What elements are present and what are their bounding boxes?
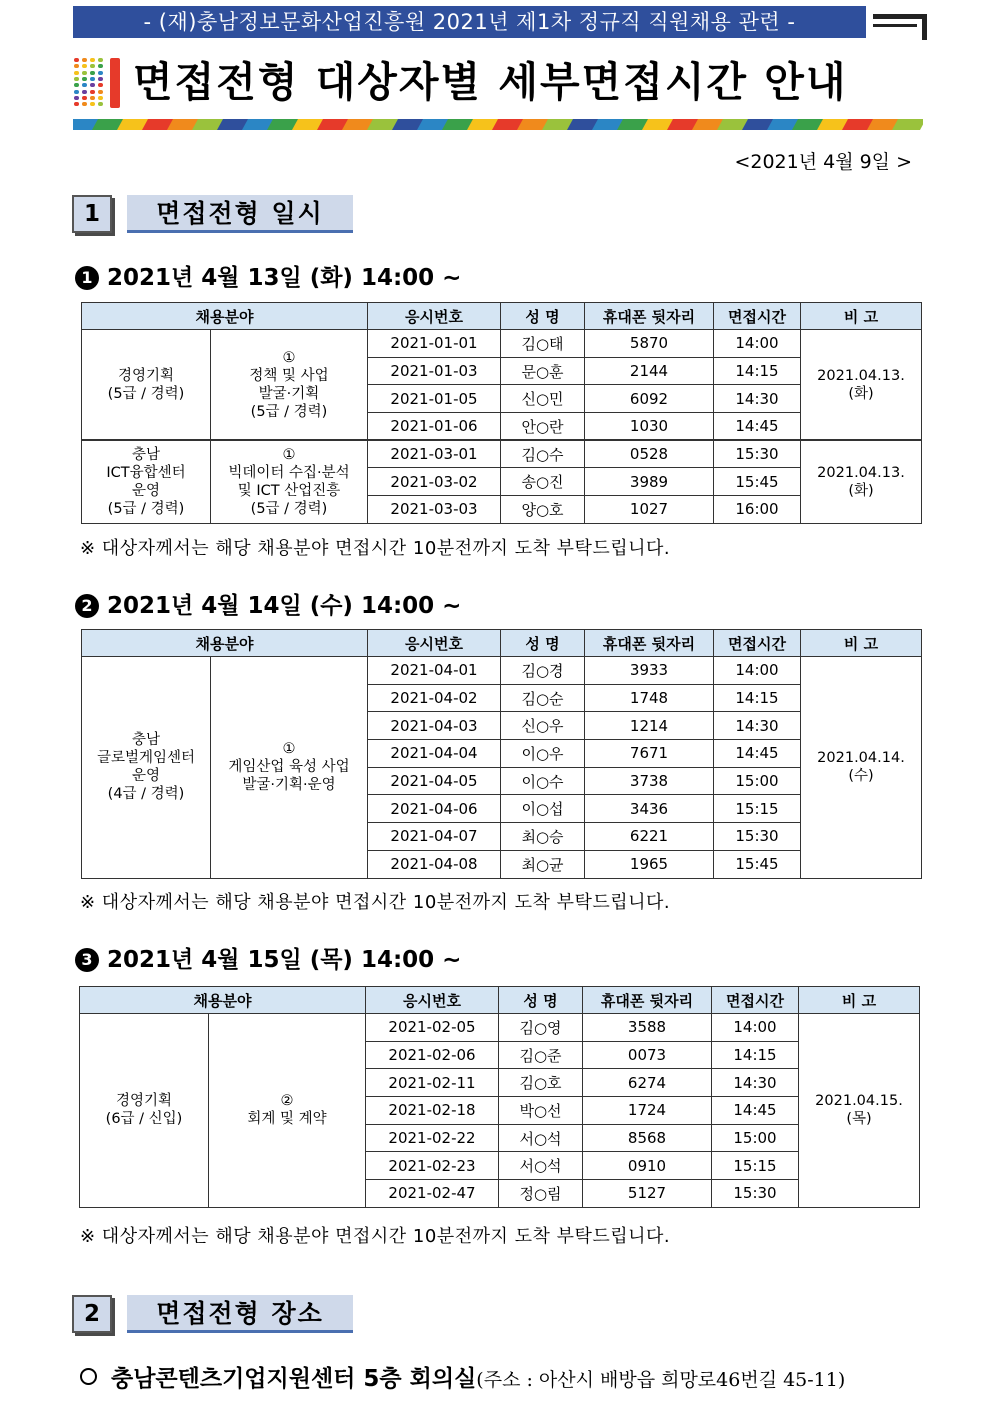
phone-cell: 7671	[585, 740, 714, 768]
field-cell: ② 회계 및 계약	[209, 1014, 366, 1208]
location-name: 충남콘텐츠기업지원센터 5층 회의실	[111, 1366, 477, 1392]
time-cell: 14:45	[712, 1097, 799, 1125]
name-cell: 양○호	[501, 496, 585, 524]
section-number: 1	[72, 195, 112, 233]
applicant-id-cell: 2021-01-06	[368, 413, 501, 441]
applicant-id-cell: 2021-01-01	[368, 330, 501, 358]
column-header: 휴대폰 뒷자리	[585, 303, 714, 330]
time-cell: 15:30	[714, 823, 801, 851]
time-cell: 14:00	[712, 1014, 799, 1042]
name-cell: 최○승	[501, 823, 585, 851]
applicant-id-cell: 2021-02-05	[366, 1014, 499, 1042]
column-header: 면접시간	[714, 303, 801, 330]
column-header: 비 고	[801, 630, 922, 657]
arrival-note: ※ 대상자께서는 해당 채용분야 면접시간 10분전까지 도착 부탁드립니다.	[80, 892, 671, 913]
column-header: 비 고	[799, 987, 920, 1014]
name-cell: 안○란	[501, 413, 585, 441]
column-header: 휴대폰 뒷자리	[583, 987, 712, 1014]
applicant-id-cell: 2021-02-18	[366, 1097, 499, 1125]
name-cell: 김○경	[501, 657, 585, 685]
time-cell: 16:00	[714, 496, 801, 524]
phone-cell: 1027	[585, 496, 714, 524]
header-banner: - (재)충남정보문화산업진흥원 2021년 제1차 정규직 직원채용 관련 -	[73, 6, 866, 38]
phone-cell: 5127	[583, 1180, 712, 1208]
location-address: (주소 : 아산시 배방읍 희망로46번길 45-11)	[476, 1369, 846, 1391]
time-cell: 14:45	[714, 413, 801, 441]
phone-cell: 0073	[583, 1041, 712, 1069]
applicant-id-cell: 2021-02-06	[366, 1041, 499, 1069]
dept-cell: 충남 글로벌게임센터 운영 (4급 / 경력)	[82, 657, 211, 879]
day-heading-text: 2021년 4월 13일 (화) 14:00 ~	[107, 265, 462, 291]
name-cell: 신○우	[501, 712, 585, 740]
column-header: 면접시간	[714, 630, 801, 657]
arrival-note: ※ 대상자께서는 해당 채용분야 면접시간 10분전까지 도착 부탁드립니다.	[80, 1226, 671, 1247]
name-cell: 문○훈	[501, 357, 585, 385]
remark-cell: 2021.04.13. (화)	[801, 330, 922, 441]
applicant-id-cell: 2021-04-05	[368, 767, 501, 795]
schedule-table-day-1	[81, 302, 922, 524]
name-cell: 박○선	[499, 1097, 583, 1125]
applicant-id-cell: 2021-02-23	[366, 1152, 499, 1180]
time-cell: 15:30	[714, 440, 801, 468]
name-cell: 김○영	[499, 1014, 583, 1042]
name-cell: 정○림	[499, 1180, 583, 1208]
time-cell: 14:45	[714, 740, 801, 768]
time-cell: 15:45	[714, 850, 801, 878]
applicant-id-cell: 2021-04-07	[368, 823, 501, 851]
time-cell: 14:30	[714, 712, 801, 740]
column-header: 채용분야	[82, 630, 368, 657]
column-header: 휴대폰 뒷자리	[585, 630, 714, 657]
time-cell: 14:30	[714, 385, 801, 413]
time-cell: 14:15	[714, 357, 801, 385]
applicant-id-cell: 2021-03-01	[368, 440, 501, 468]
table-row	[82, 440, 922, 468]
section-number: 2	[72, 1295, 112, 1333]
name-cell: 김○호	[499, 1069, 583, 1097]
phone-cell: 6274	[583, 1069, 712, 1097]
time-cell: 15:15	[714, 795, 801, 823]
schedule-table-day-3	[79, 986, 920, 1208]
page-title: 면접전형 대상자별 세부면접시간 안내	[133, 58, 848, 106]
field-cell: ① 게임산업 육성 사업 발굴·기획·운영	[211, 657, 368, 879]
phone-cell: 1724	[583, 1097, 712, 1125]
dept-cell: 경영기획 (6급 / 신입)	[80, 1014, 209, 1208]
name-cell: 김○수	[501, 440, 585, 468]
applicant-id-cell: 2021-02-11	[366, 1069, 499, 1097]
dept-cell: 경영기획 (5급 / 경력)	[82, 330, 211, 441]
colorful-stripe	[73, 119, 923, 130]
number-marker: 3	[75, 948, 99, 972]
phone-cell: 3588	[583, 1014, 712, 1042]
name-cell: 서○석	[499, 1152, 583, 1180]
applicant-id-cell: 2021-03-03	[368, 496, 501, 524]
time-cell: 14:15	[712, 1041, 799, 1069]
phone-cell: 1214	[585, 712, 714, 740]
phone-cell: 3989	[585, 468, 714, 496]
table-header-row	[82, 303, 922, 330]
remark-cell: 2021.04.13. (화)	[801, 440, 922, 523]
field-cell: ① 빅데이터 수집·분석 및 ICT 산업진흥 (5급 / 경력)	[211, 440, 368, 523]
number-marker: 2	[75, 594, 99, 618]
time-cell: 15:30	[712, 1180, 799, 1208]
column-header: 응시번호	[368, 630, 501, 657]
name-cell: 최○균	[501, 850, 585, 878]
column-header: 성 명	[501, 303, 585, 330]
applicant-id-cell: 2021-02-22	[366, 1124, 499, 1152]
document-date: <2021년 4월 9일 >	[734, 151, 912, 173]
phone-cell: 1030	[585, 413, 714, 441]
field-cell: ① 정책 및 사업 발굴·기획 (5급 / 경력)	[211, 330, 368, 441]
column-header: 면접시간	[712, 987, 799, 1014]
section-title: 면접전형 장소	[127, 1295, 353, 1333]
table-row	[80, 1014, 920, 1042]
day-heading-text: 2021년 4월 15일 (목) 14:00 ~	[107, 947, 462, 973]
column-header: 응시번호	[368, 303, 501, 330]
applicant-id-cell: 2021-04-02	[368, 684, 501, 712]
applicant-id-cell: 2021-04-01	[368, 657, 501, 685]
phone-cell: 6092	[585, 385, 714, 413]
column-header: 비 고	[801, 303, 922, 330]
section-title: 면접전형 일시	[127, 195, 353, 233]
time-cell: 14:30	[712, 1069, 799, 1097]
phone-cell: 1965	[585, 850, 714, 878]
schedule-table-day-2	[81, 629, 922, 879]
applicant-id-cell: 2021-04-03	[368, 712, 501, 740]
applicant-id-cell: 2021-02-47	[366, 1180, 499, 1208]
day-2-heading	[75, 587, 461, 620]
remark-cell: 2021.04.15. (목)	[799, 1014, 920, 1208]
name-cell: 김○순	[501, 684, 585, 712]
day-3-heading	[75, 941, 461, 974]
applicant-id-cell: 2021-04-06	[368, 795, 501, 823]
name-cell: 송○진	[501, 468, 585, 496]
phone-cell: 3436	[585, 795, 714, 823]
number-marker: 1	[75, 266, 99, 290]
table-row	[82, 657, 922, 685]
applicant-id-cell: 2021-01-05	[368, 385, 501, 413]
time-cell: 14:00	[714, 330, 801, 358]
phone-cell: 1748	[585, 684, 714, 712]
phone-cell: 0528	[585, 440, 714, 468]
dept-cell: 충남 ICT융합센터 운영 (5급 / 경력)	[82, 440, 211, 523]
phone-cell: 5870	[585, 330, 714, 358]
phone-cell: 6221	[585, 823, 714, 851]
name-cell: 서○석	[499, 1124, 583, 1152]
corner-decoration	[873, 14, 927, 40]
day-heading-text: 2021년 4월 14일 (수) 14:00 ~	[107, 593, 462, 619]
name-cell: 김○준	[499, 1041, 583, 1069]
remark-cell: 2021.04.14. (수)	[801, 657, 922, 879]
name-cell: 이○섭	[501, 795, 585, 823]
applicant-id-cell: 2021-04-08	[368, 850, 501, 878]
time-cell: 14:00	[714, 657, 801, 685]
phone-cell: 3933	[585, 657, 714, 685]
hollow-circle-icon	[80, 1368, 97, 1385]
time-cell: 15:00	[714, 767, 801, 795]
name-cell: 신○민	[501, 385, 585, 413]
applicant-id-cell: 2021-03-02	[368, 468, 501, 496]
column-header: 성 명	[499, 987, 583, 1014]
column-header: 응시번호	[366, 987, 499, 1014]
time-cell: 15:15	[712, 1152, 799, 1180]
time-cell: 15:45	[714, 468, 801, 496]
arrival-note: ※ 대상자께서는 해당 채용분야 면접시간 10분전까지 도착 부탁드립니다.	[80, 538, 671, 559]
phone-cell: 0910	[583, 1152, 712, 1180]
name-cell: 김○태	[501, 330, 585, 358]
phone-cell: 8568	[583, 1124, 712, 1152]
phone-cell: 2144	[585, 357, 714, 385]
interview-location	[80, 1360, 845, 1393]
title-bars-icon	[74, 58, 124, 108]
applicant-id-cell: 2021-04-04	[368, 740, 501, 768]
table-header-row	[80, 987, 920, 1014]
time-cell: 15:00	[712, 1124, 799, 1152]
column-header: 성 명	[501, 630, 585, 657]
table-header-row	[82, 630, 922, 657]
name-cell: 이○수	[501, 767, 585, 795]
name-cell: 이○우	[501, 740, 585, 768]
time-cell: 14:15	[714, 684, 801, 712]
applicant-id-cell: 2021-01-03	[368, 357, 501, 385]
phone-cell: 3738	[585, 767, 714, 795]
day-1-heading	[75, 259, 461, 292]
table-row	[82, 330, 922, 358]
column-header: 채용분야	[82, 303, 368, 330]
column-header: 채용분야	[80, 987, 366, 1014]
